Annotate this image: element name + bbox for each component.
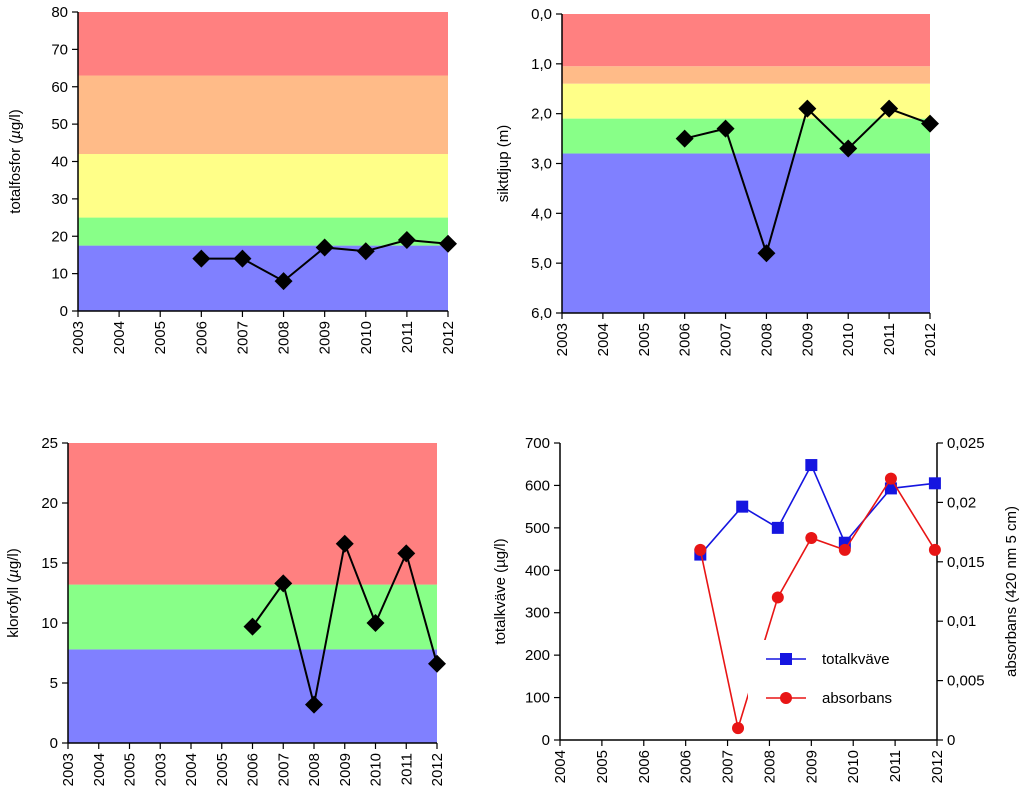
data-point-totalkväve: [929, 477, 941, 489]
x-tick-label: 2008: [758, 323, 776, 357]
y-tick-label-right: 0,02: [947, 494, 977, 512]
y-tick-label: 1,0: [531, 55, 552, 73]
y-axis-label-part: totalfosfor (: [7, 138, 24, 214]
x-tick-label: 2010: [367, 753, 385, 787]
x-tick-label: 2004: [90, 753, 108, 787]
x-tick-label: 2009: [799, 323, 817, 357]
x-tick-label: 2007: [717, 323, 735, 357]
y-tick-label-right: 0,015: [947, 553, 985, 571]
x-tick-label: 2010: [840, 323, 858, 357]
y-axis-label-left: totalkväve (µg/l): [492, 538, 509, 645]
y-tick-label-right: 0,005: [947, 672, 985, 690]
x-tick-label: 2010: [845, 750, 863, 784]
x-tick-label: 2011: [398, 321, 416, 354]
y-tick-label: 10: [41, 615, 58, 632]
y-tick-label: 2,0: [531, 105, 552, 123]
x-tick-label: 2006: [677, 750, 695, 784]
x-tick-label: 2012: [929, 750, 946, 784]
y-tick-label-left: 700: [524, 435, 550, 452]
x-tick-label: 2003: [70, 321, 87, 355]
y-tick-label: 10: [51, 265, 68, 283]
y-tick-label-right: 0,025: [947, 435, 985, 452]
band-red: [562, 14, 930, 66]
y-axis-label: [495, 125, 512, 203]
y-tick-label-left: 200: [524, 647, 550, 665]
x-tick-label: 2008: [275, 321, 293, 355]
band-orange: [78, 76, 448, 154]
x-tick-label: 2005: [152, 321, 170, 355]
y-tick-label: 30: [51, 190, 68, 208]
x-tick-label: 2007: [275, 753, 293, 787]
y-tick-label-left: 100: [524, 689, 550, 707]
legend-marker-absorbans: [780, 692, 792, 704]
x-tick-label: 2012: [922, 323, 939, 357]
band-orange: [562, 66, 930, 83]
band-blue: [68, 649, 437, 743]
band-yellow: [562, 84, 930, 119]
x-tick-label: 2012: [429, 753, 446, 787]
y-tick-label: 20: [51, 228, 68, 246]
y-axis-label-part: g/l): [7, 109, 24, 131]
x-tick-label: 2006: [635, 750, 653, 784]
x-tick-label: 2010: [357, 321, 375, 355]
band-green: [68, 585, 437, 650]
data-point-absorbans: [694, 544, 706, 556]
data-point-absorbans: [732, 722, 744, 734]
data-point-totalkväve: [736, 501, 748, 513]
band-green: [78, 218, 448, 246]
legend-label-absorbans: absorbans: [822, 690, 893, 707]
chart-siktdjup: [495, 6, 939, 356]
y-tick-label-left: 300: [524, 604, 550, 622]
data-point-absorbans: [929, 544, 941, 556]
x-tick-label: 2006: [676, 323, 694, 357]
x-tick-label: 2007: [234, 321, 252, 355]
x-tick-label: 2005: [593, 750, 611, 784]
y-tick-label: 5: [49, 675, 58, 692]
y-tick-label: 25: [41, 435, 58, 452]
x-tick-label: 2011: [887, 750, 905, 783]
chart-totalfosfor: [7, 4, 457, 354]
x-tick-label: 2007: [719, 750, 737, 784]
y-tick-label: 70: [51, 41, 68, 59]
y-axis-label-part: g/l): [5, 548, 22, 570]
y-axis-label-part: klorofyll (: [5, 577, 22, 638]
chart-klorofyll: [5, 435, 446, 786]
x-tick-label: 2012: [440, 321, 457, 355]
x-tick-label: 2003: [60, 753, 77, 787]
data-point-totalkväve: [805, 459, 817, 471]
x-tick-label: 2004: [111, 321, 129, 355]
y-tick-label: 0,0: [531, 6, 552, 23]
y-tick-label: 0: [59, 303, 68, 320]
x-tick-label: 2011: [398, 753, 416, 786]
y-tick-label: 0: [49, 735, 58, 752]
x-tick-label: 2005: [213, 753, 231, 787]
x-tick-label: 2004: [183, 753, 200, 787]
y-axis-label: [5, 548, 22, 638]
y-tick-label: 50: [51, 116, 68, 134]
x-tick-label: 2005: [635, 323, 653, 357]
band-red: [78, 12, 448, 76]
x-tick-label: 2008: [306, 753, 323, 787]
y-tick-label-left: 0: [541, 732, 550, 749]
x-tick-label: 2003: [554, 323, 571, 357]
y-tick-label-left: 400: [524, 562, 550, 580]
y-tick-label-right: 0,01: [947, 613, 977, 631]
data-point-absorbans: [772, 591, 784, 603]
band-yellow: [78, 154, 448, 218]
y-tick-label: 15: [41, 555, 58, 572]
y-tick-label: 60: [51, 78, 68, 96]
x-tick-label: 2006: [244, 753, 262, 787]
x-tick-label: 2005: [121, 753, 139, 787]
band-red: [68, 443, 437, 585]
x-tick-label: 2011: [881, 323, 899, 356]
y-axis-label-part: µ: [7, 130, 24, 139]
x-tick-label: 2003: [152, 753, 170, 787]
legend-label-totalkväve: totalkväve: [822, 651, 890, 668]
chart-totalkvave-absorbans: [492, 435, 1020, 783]
data-point-absorbans: [805, 532, 817, 544]
x-tick-label: 2004: [594, 323, 612, 357]
x-tick-label: 2008: [761, 750, 779, 784]
y-tick-label-left: 500: [524, 519, 550, 537]
y-tick-label-right: 0: [947, 732, 956, 749]
x-tick-label: 2004: [552, 750, 569, 784]
y-tick-label: 3,0: [531, 155, 552, 173]
y-axis-label-part: µ: [5, 569, 22, 578]
y-axis-label-right: absorbans (420 nm 5 cm): [1003, 506, 1020, 677]
x-tick-label: 2009: [316, 321, 334, 355]
y-tick-label: 20: [41, 495, 58, 512]
y-tick-label: 40: [51, 153, 68, 171]
x-tick-label: 2009: [803, 750, 821, 784]
data-point-absorbans: [839, 544, 851, 556]
y-tick-label: 80: [51, 4, 68, 21]
band-blue: [78, 246, 448, 311]
legend: [748, 640, 920, 726]
y-axis-label: [7, 109, 24, 214]
y-tick-label: 5,0: [531, 255, 552, 273]
x-tick-label: 2006: [193, 321, 211, 355]
y-axis-label-part: siktdjup (m): [495, 124, 512, 203]
band-blue: [562, 154, 930, 313]
y-tick-label-left: 600: [524, 477, 550, 495]
y-tick-label: 6,0: [531, 305, 552, 322]
legend-marker-totalkväve: [780, 653, 792, 665]
y-tick-label: 4,0: [531, 205, 552, 223]
data-point-absorbans: [885, 473, 897, 485]
data-point-totalkväve: [772, 522, 784, 534]
x-tick-label: 2009: [336, 753, 354, 787]
